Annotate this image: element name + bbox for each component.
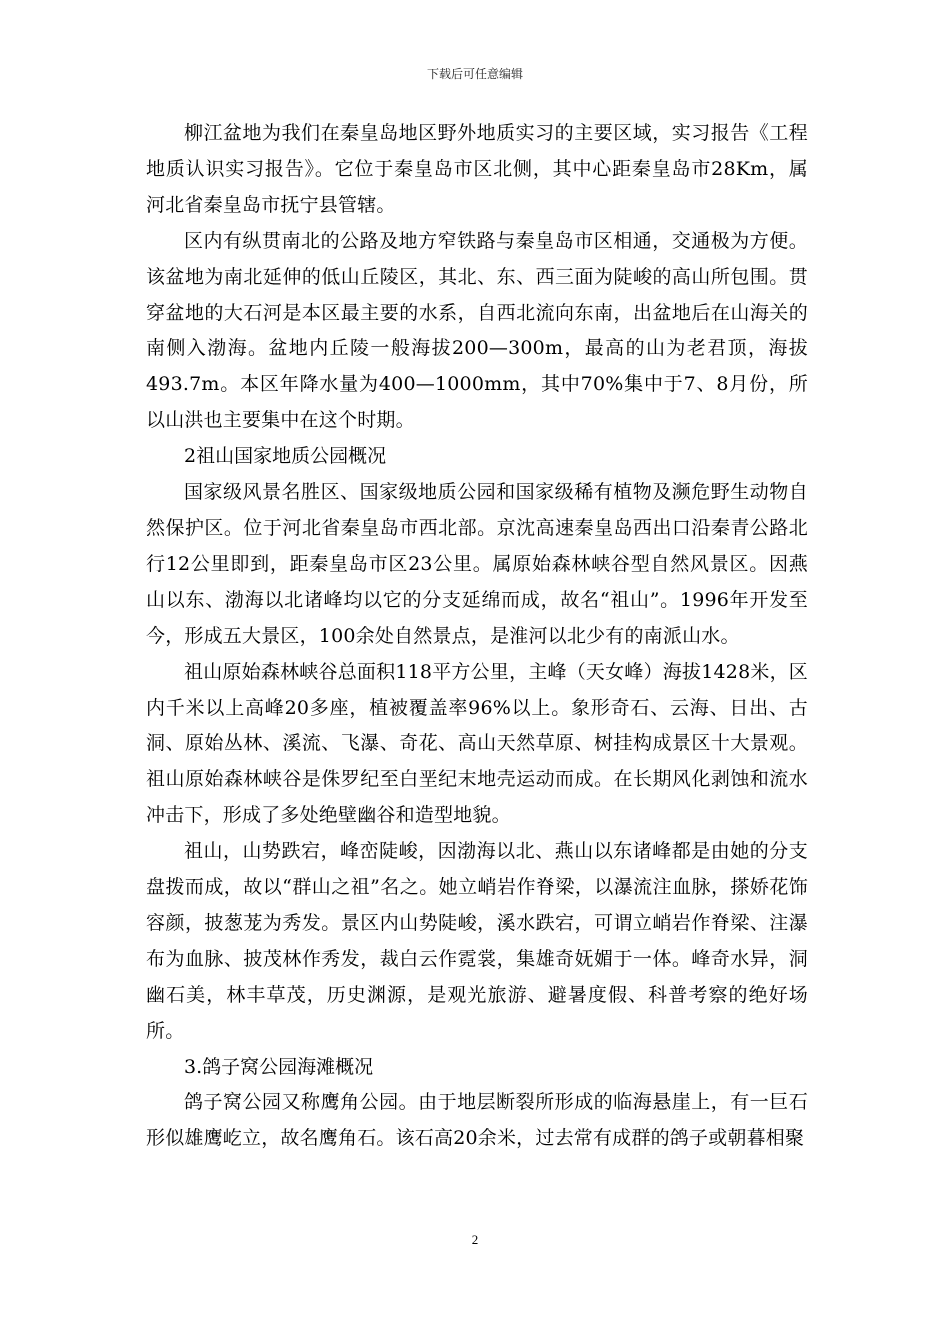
section-heading-zushan: 2祖山国家地质公园概况	[184, 445, 387, 468]
paragraph-gezi-wo: 鸽子窝公园又称鹰角公园。由于地层断裂所形成的临海悬崖上，有一巨石形似雄鹰屹立，故名鹰角石。该石高20余米，过去常有成群的鸽子或朝暮相聚	[146, 1091, 808, 1150]
paragraph-basin-geography: 区内有纵贯南北的公路及地方窄铁路与秦皇岛市区相通，交通极为方便。该盆地为南北延伸的低山丘陵区，其北、东、西三面为陡峻的高山所包围。贯穿盆地的大石河是本区最主要的水系，自西北流向东南，出盆地后在山海关的南侧入渤海。盆地内丘陵一般海拔200—300m，最高的山为老君顶，海拔493.7m。本区年降水量为400—1000mm，其中70%集中于7、8月份，所以山洪也主要集中在这个时期。	[146, 229, 808, 432]
paragraph-zushan-overview: 国家级风景名胜区、国家级地质公园和国家级稀有植物及濒危野生动物自然保护区。位于河北省秦皇岛市西北部。京沈高速秦皇岛西出口沿秦青公路北行12公里即到，距秦皇岛市区23公里。属原始森林峡谷型自然风景区。因燕山以东、渤海以北诸峰均以它的分支延绵而成，故名“祖山”。1996年开发至今，形成五大景区，100余处自然景点，是淮河以北少有的南派山水。	[146, 481, 808, 647]
page-number: 2	[471, 1232, 479, 1247]
paragraph-zushan-forest: 祖山原始森林峡谷总面积118平方公里，主峰（天女峰）海拔1428米，区内千米以上高峰20多座，植被覆盖率96%以上。象形奇石、云海、日出、古洞、原始丛林、溪流、飞瀑、奇花、高山天然草原、树挂构成景区十大景观。祖山原始森林峡谷是侏罗纪至白垩纪末地壳运动而成。在长期风化剥蚀和流水冲击下，形成了多处绝壁幽谷和造型地貌。	[146, 660, 808, 827]
paragraph-zushan-scenery: 祖山，山势跌宕，峰峦陡峻，因渤海以北、燕山以东诸峰都是由她的分支盘拨而成，故以“群山之祖”名之。她立峭岩作脊梁，以瀑流注血脉，搽娇花饰容颜，披葱茏为秀发。景区内山势陡峻，溪水跌宕，可谓立峭岩作脊梁、注瀑布为血脉、披茂林作秀发，裁白云作霓裳，集雄奇妩媚于一体。峰奇水异，洞幽石美，林丰草茂，历史渊源，是观光旅游、避暑度假、科普考察的绝好场所。	[146, 840, 808, 1042]
document-body	[146, 116, 808, 1157]
section-heading-gezi-wo: 3.鸽子窝公园海滩概况	[184, 1055, 374, 1078]
page-header: 下载后可任意编辑	[426, 67, 523, 81]
paragraph-liujiang-basin: 柳江盆地为我们在秦皇岛地区野外地质实习的主要区域，实习报告《工程地质认识实习报告》。它位于秦皇岛市区北侧，其中心距秦皇岛市28Km，属河北省秦皇岛市抚宁县管辖。	[146, 122, 808, 216]
